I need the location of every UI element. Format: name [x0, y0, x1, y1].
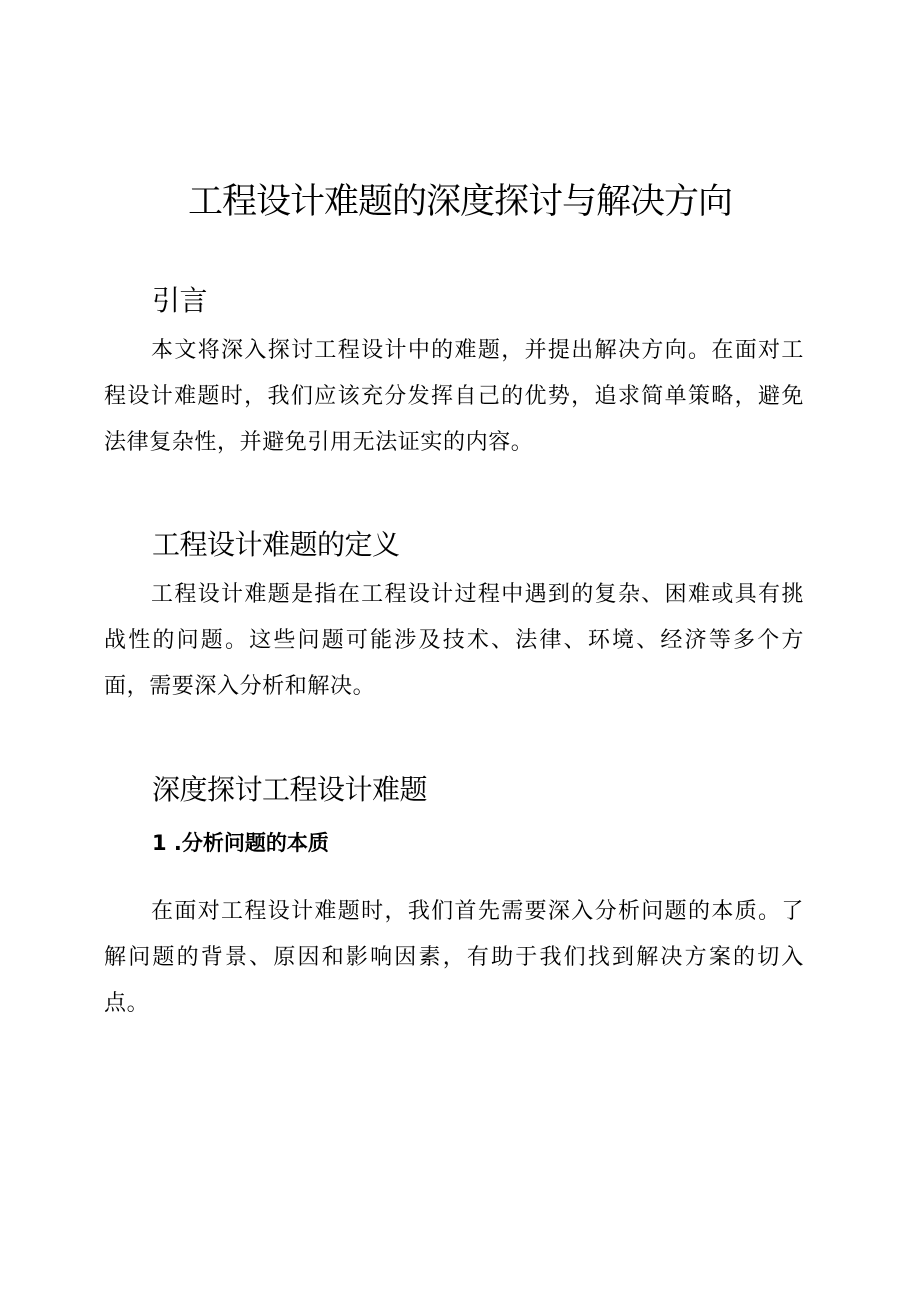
analyze-nature-paragraph: 在面对工程设计难题时，我们首先需要深入分析问题的本质。了解问题的背景、原因和影响因素，有助于我们找到解决方案的切入点。	[104, 899, 804, 1016]
section-heading-definition: 工程设计难题的定义	[152, 528, 400, 561]
subsection-heading-analyze-nature: 1 .分析问题的本质	[152, 831, 329, 855]
introduction-paragraph: 本文将深入探讨工程设计中的难题，并提出解决方向。在面对工程设计难题时，我们应该充分发挥自己的优势，追求简单策略，避免法律复杂性，并避免引用无法证实的内容。	[104, 338, 804, 455]
definition-paragraph: 工程设计难题是指在工程设计过程中遇到的复杂、困难或具有挑战性的问题。这些问题可能涉及技术、法律、环境、经济等多个方面，需要深入分析和解决。	[104, 582, 804, 699]
section-heading-introduction: 引言	[152, 284, 208, 317]
section-heading-deep-discussion: 深度探讨工程设计难题	[152, 773, 428, 806]
document-title: 工程设计难题的深度探讨与解决方向	[187, 182, 732, 222]
